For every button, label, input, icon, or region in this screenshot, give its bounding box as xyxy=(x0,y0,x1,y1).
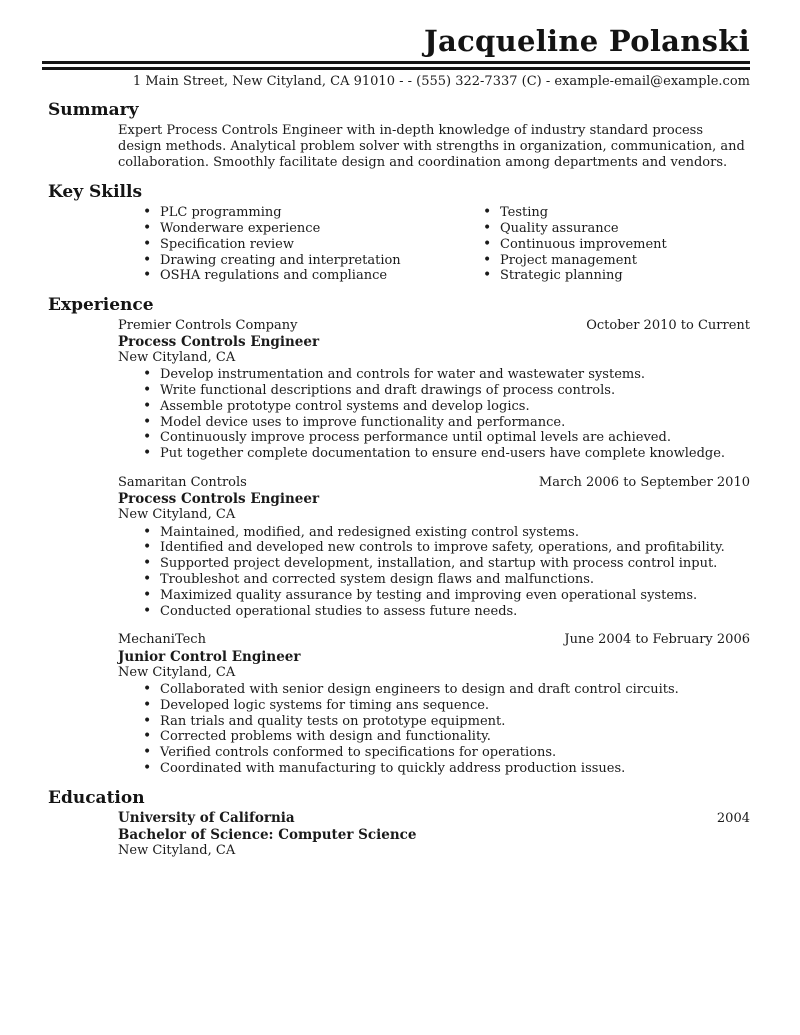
job-bullet: • Maintained, modified, and redesigned existing control systems. xyxy=(118,525,750,541)
summary-heading: Summary xyxy=(48,100,139,121)
job-location: New Cityland, CA xyxy=(118,664,236,680)
job-header-row xyxy=(118,475,750,491)
job-bullet: • Verified controls conformed to specifications for operations. xyxy=(118,745,750,761)
job-entry xyxy=(118,475,750,619)
education-header-row xyxy=(118,810,750,827)
job-bullet: • Maximized quality assurance by testing and improving even operational systems. xyxy=(118,588,750,604)
job-bullet: • Ran trials and quality tests on prototype equipment. xyxy=(118,714,750,730)
job-bullet: • Continuously improve process performance until optimal levels are achieved. xyxy=(118,430,750,446)
job-company: MechaniTech xyxy=(118,632,206,648)
job-bullet: • Put together complete documentation to ensure end-users have complete knowledge. xyxy=(118,446,750,462)
job-bullet-list xyxy=(118,367,750,462)
job-bullet: • Identified and developed new controls to improve safety, operations, and profitability. xyxy=(118,540,750,556)
header-divider xyxy=(42,61,750,70)
job-bullet: • Coordinated with manufacturing to quickly address production issues. xyxy=(118,761,750,777)
candidate-name: Jacqueline Polanski xyxy=(423,24,750,58)
contact-line: 1 Main Street, New Cityland, CA 91010 - - (555) 322-7337 (C) - example-email@example.com xyxy=(132,73,750,89)
job-bullet-list xyxy=(118,682,750,777)
education-school: University of California xyxy=(118,810,295,827)
skill-item: • Specification review xyxy=(118,237,458,253)
job-bullet: • Model device uses to improve functionality and performance. xyxy=(118,415,750,431)
skill-item: • Strategic planning xyxy=(458,268,750,284)
job-title: Junior Control Engineer xyxy=(118,648,301,665)
education-degree: Bachelor of Science: Computer Science xyxy=(118,827,417,844)
job-header-row xyxy=(118,632,750,648)
job-bullet: • Troubleshot and corrected system design flaws and malfunctions. xyxy=(118,572,750,588)
skill-item: • Wonderware experience xyxy=(118,221,458,237)
education-location: New Cityland, CA xyxy=(118,843,236,859)
skill-item: • Quality assurance xyxy=(458,221,750,237)
job-bullet: • Developed logic systems for timing ans sequence. xyxy=(118,698,750,714)
education-entry xyxy=(118,810,750,859)
key-skills-heading: Key Skills xyxy=(48,181,143,202)
job-bullet: • Write functional descriptions and draft drawings of process controls. xyxy=(118,383,750,399)
experience-section xyxy=(48,296,750,777)
skill-item: • Project management xyxy=(458,253,750,269)
resume-header xyxy=(48,26,750,89)
job-bullet: • Corrected problems with design and functionality. xyxy=(118,729,750,745)
job-entry xyxy=(118,632,750,776)
key-skills-column-right xyxy=(458,205,750,284)
job-dates: March 2006 to September 2010 xyxy=(538,474,750,490)
job-bullet: • Collaborated with senior design engineers to design and draft control circuits. xyxy=(118,682,750,698)
job-bullet: • Develop instrumentation and controls for water and wastewater systems. xyxy=(118,367,750,383)
education-section xyxy=(48,789,750,860)
job-dates: October 2010 to Current xyxy=(586,317,750,333)
job-title: Process Controls Engineer xyxy=(118,491,320,508)
skill-item: • Drawing creating and interpretation xyxy=(118,253,458,269)
summary-text: Expert Process Controls Engineer with in-depth knowledge of industry standard process design methods. Analytical problem solver with strengths in organization, communication, and collaboration. Smoothly facilitate design and coordination among departments and vendors. xyxy=(118,123,745,170)
key-skills-column-left xyxy=(118,205,458,284)
job-header-row xyxy=(118,318,750,334)
summary-section xyxy=(48,101,750,170)
experience-heading: Experience xyxy=(48,295,154,316)
job-company: Samaritan Controls xyxy=(118,474,247,490)
skill-item: • Continuous improvement xyxy=(458,237,750,253)
job-location: New Cityland, CA xyxy=(118,350,236,366)
job-location: New Cityland, CA xyxy=(118,507,236,523)
job-dates: June 2004 to February 2006 xyxy=(564,632,750,648)
job-bullet: • Supported project development, installation, and startup with process control input. xyxy=(118,556,750,572)
skill-item: • OSHA regulations and compliance xyxy=(118,268,458,284)
job-bullet: • Assemble prototype control systems and develop logics. xyxy=(118,399,750,415)
job-bullet-list xyxy=(118,525,750,620)
key-skills-columns xyxy=(118,205,750,284)
skill-item: • PLC programming xyxy=(118,205,458,221)
education-year: 2004 xyxy=(716,811,750,827)
skill-item: • Testing xyxy=(458,205,750,221)
key-skills-section xyxy=(48,183,750,284)
job-title: Process Controls Engineer xyxy=(118,333,320,350)
education-heading: Education xyxy=(48,787,145,808)
job-bullet: • Conducted operational studies to assess future needs. xyxy=(118,604,750,620)
job-entry xyxy=(118,318,750,462)
experience-entries xyxy=(118,318,750,777)
job-company: Premier Controls Company xyxy=(118,317,298,333)
